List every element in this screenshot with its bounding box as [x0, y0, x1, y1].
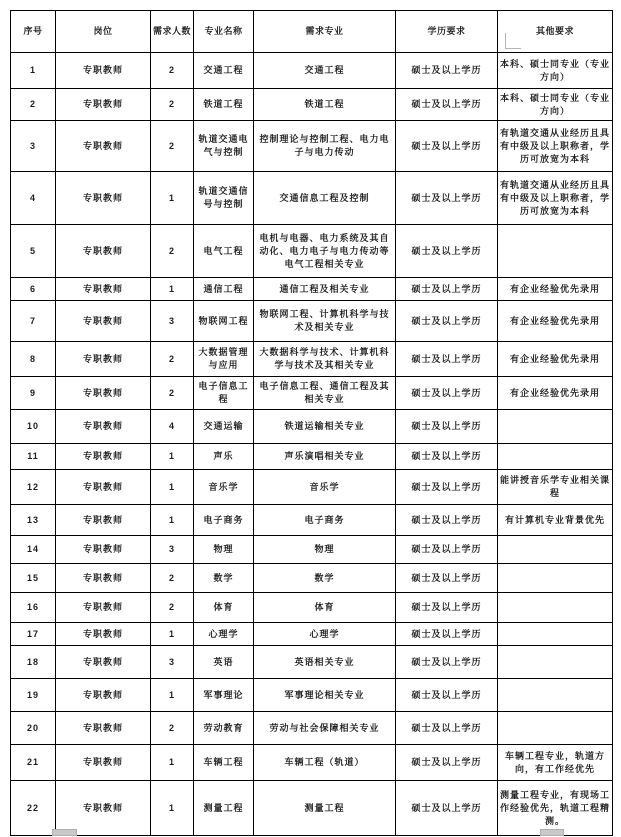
cell-index: 20	[11, 712, 56, 745]
cell-major_name: 体育	[194, 593, 254, 623]
table-row	[11, 172, 613, 225]
cell-major_name: 电子信息工程	[194, 377, 254, 410]
cell-education: 硕士及以上学历	[396, 745, 498, 781]
cell-major_name: 测量工程	[194, 781, 254, 836]
cell-other: 有企业经验优先录用	[498, 301, 613, 342]
cell-other: 有企业经验优先录用	[498, 278, 613, 301]
table-row	[11, 342, 613, 377]
cell-position: 专职教师	[56, 89, 151, 121]
cell-major_name: 心理学	[194, 623, 254, 646]
cell-education: 硕士及以上学历	[396, 172, 498, 225]
cell-count: 4	[151, 410, 194, 444]
cell-major_name: 通信工程	[194, 278, 254, 301]
cell-other: 有轨道交通从业经历且具有中级及以上职称者，学历可放宽为本科	[498, 121, 613, 172]
cell-education: 硕士及以上学历	[396, 377, 498, 410]
cell-position: 专职教师	[56, 623, 151, 646]
cell-required_major: 测量工程	[254, 781, 396, 836]
cell-education: 硕士及以上学历	[396, 410, 498, 444]
cell-count: 1	[151, 278, 194, 301]
cell-required_major: 音乐学	[254, 470, 396, 505]
column-header-required_major: 需求专业	[254, 11, 396, 53]
cell-major_name: 声乐	[194, 444, 254, 470]
cell-other: 有企业经验优先录用	[498, 377, 613, 410]
cell-education: 硕士及以上学历	[396, 712, 498, 745]
cell-count: 2	[151, 225, 194, 278]
cell-position: 专职教师	[56, 745, 151, 781]
cell-education: 硕士及以上学历	[396, 781, 498, 836]
cell-other	[498, 593, 613, 623]
cell-index: 19	[11, 679, 56, 712]
cell-position: 专职教师	[56, 781, 151, 836]
cell-education: 硕士及以上学历	[396, 53, 498, 89]
cell-index: 13	[11, 505, 56, 536]
cell-other	[498, 646, 613, 679]
cell-required_major: 物联网工程、计算机科学与技术及相关专业	[254, 301, 396, 342]
cell-required_major: 英语相关专业	[254, 646, 396, 679]
cell-required_major: 通信工程及相关专业	[254, 278, 396, 301]
cell-count: 2	[151, 53, 194, 89]
cell-other	[498, 410, 613, 444]
table-row	[11, 301, 613, 342]
cell-count: 2	[151, 712, 194, 745]
cell-count: 3	[151, 536, 194, 564]
cell-required_major: 控制理论与控制工程、电力电子与电力传动	[254, 121, 396, 172]
cell-other	[498, 712, 613, 745]
cell-education: 硕士及以上学历	[396, 505, 498, 536]
cell-index: 14	[11, 536, 56, 564]
table-header-row	[11, 11, 613, 53]
table-row	[11, 712, 613, 745]
cell-education: 硕士及以上学历	[396, 593, 498, 623]
cell-index: 21	[11, 745, 56, 781]
table-row	[11, 623, 613, 646]
cell-index: 17	[11, 623, 56, 646]
cell-other	[498, 536, 613, 564]
cell-required_major: 数学	[254, 564, 396, 593]
cell-education: 硕士及以上学历	[396, 646, 498, 679]
cell-position: 专职教师	[56, 470, 151, 505]
cell-other: 有轨道交通从业经历且具有中级及以上职称者，学历可放宽为本科	[498, 172, 613, 225]
cell-major_name: 电子商务	[194, 505, 254, 536]
cell-other: 有企业经验优先录用	[498, 342, 613, 377]
cell-index: 4	[11, 172, 56, 225]
cell-index: 15	[11, 564, 56, 593]
cell-major_name: 英语	[194, 646, 254, 679]
column-header-index: 序号	[11, 11, 56, 53]
cell-index: 18	[11, 646, 56, 679]
cell-education: 硕士及以上学历	[396, 301, 498, 342]
cell-position: 专职教师	[56, 172, 151, 225]
cell-count: 1	[151, 745, 194, 781]
table-row	[11, 646, 613, 679]
cell-major_name: 交通运输	[194, 410, 254, 444]
cell-index: 22	[11, 781, 56, 836]
cell-education: 硕士及以上学历	[396, 470, 498, 505]
cell-major_name: 车辆工程	[194, 745, 254, 781]
cell-education: 硕士及以上学历	[396, 278, 498, 301]
cell-other: 能讲授音乐学专业相关课程	[498, 470, 613, 505]
cell-position: 专职教师	[56, 278, 151, 301]
cell-other: 车辆工程专业，轨道方向，有工作经优先	[498, 745, 613, 781]
table-row	[11, 89, 613, 121]
cell-position: 专职教师	[56, 712, 151, 745]
column-header-education: 学历要求	[396, 11, 498, 53]
cell-count: 2	[151, 342, 194, 377]
cell-count: 2	[151, 121, 194, 172]
cell-other	[498, 564, 613, 593]
cell-required_major: 声乐演唱相关专业	[254, 444, 396, 470]
table-row	[11, 377, 613, 410]
table-row	[11, 593, 613, 623]
column-header-position: 岗位	[56, 11, 151, 53]
cell-index: 12	[11, 470, 56, 505]
column-header-count: 需求人数	[151, 11, 194, 53]
cell-education: 硕士及以上学历	[396, 444, 498, 470]
cell-required_major: 电子商务	[254, 505, 396, 536]
cell-major_name: 大数据管理与应用	[194, 342, 254, 377]
table-row	[11, 679, 613, 712]
cell-position: 专职教师	[56, 410, 151, 444]
table-row	[11, 53, 613, 89]
table-row	[11, 225, 613, 278]
cell-major_name: 轨道交通信号与控制	[194, 172, 254, 225]
cell-major_name: 交通工程	[194, 53, 254, 89]
cell-index: 9	[11, 377, 56, 410]
cell-index: 11	[11, 444, 56, 470]
cell-major_name: 铁道工程	[194, 89, 254, 121]
table-row	[11, 536, 613, 564]
cell-education: 硕士及以上学历	[396, 342, 498, 377]
cell-education: 硕士及以上学历	[396, 564, 498, 593]
cell-education: 硕士及以上学历	[396, 121, 498, 172]
cell-index: 16	[11, 593, 56, 623]
cell-education: 硕士及以上学历	[396, 225, 498, 278]
cell-index: 10	[11, 410, 56, 444]
cell-position: 专职教师	[56, 342, 151, 377]
table-row	[11, 410, 613, 444]
cell-required_major: 铁道工程	[254, 89, 396, 121]
cell-count: 1	[151, 470, 194, 505]
cell-education: 硕士及以上学历	[396, 623, 498, 646]
cell-required_major: 车辆工程（轨道）	[254, 745, 396, 781]
cell-position: 专职教师	[56, 646, 151, 679]
cell-required_major: 物理	[254, 536, 396, 564]
cell-major_name: 音乐学	[194, 470, 254, 505]
table-row	[11, 505, 613, 536]
cell-major_name: 数学	[194, 564, 254, 593]
cell-count: 2	[151, 564, 194, 593]
cell-position: 专职教师	[56, 444, 151, 470]
cell-index: 3	[11, 121, 56, 172]
cell-education: 硕士及以上学历	[396, 89, 498, 121]
column-header-other: 其他要求	[498, 11, 613, 53]
cell-major_name: 电气工程	[194, 225, 254, 278]
cell-position: 专职教师	[56, 301, 151, 342]
cell-index: 7	[11, 301, 56, 342]
cell-other	[498, 444, 613, 470]
cell-count: 1	[151, 623, 194, 646]
cell-major_name: 物理	[194, 536, 254, 564]
table-row	[11, 781, 613, 836]
cell-major_name: 军事理论	[194, 679, 254, 712]
cell-count: 1	[151, 781, 194, 836]
cell-position: 专职教师	[56, 536, 151, 564]
cell-education: 硕士及以上学历	[396, 679, 498, 712]
cell-required_major: 体育	[254, 593, 396, 623]
cell-required_major: 交通信息工程及控制	[254, 172, 396, 225]
cell-position: 专职教师	[56, 593, 151, 623]
cell-count: 2	[151, 89, 194, 121]
table-body	[11, 53, 613, 836]
cell-other: 本科、硕士同专业（专业方向）	[498, 53, 613, 89]
cell-count: 1	[151, 444, 194, 470]
cell-index: 5	[11, 225, 56, 278]
cell-required_major: 电子信息工程、通信工程及其相关专业	[254, 377, 396, 410]
table-row	[11, 121, 613, 172]
cell-required_major: 交通工程	[254, 53, 396, 89]
cell-major_name: 轨道交通电气与控制	[194, 121, 254, 172]
table-row	[11, 444, 613, 470]
cell-required_major: 大数据科学与技术、计算机科学与技术及其相关专业	[254, 342, 396, 377]
cell-other: 测量工程专业，有现场工作经验优先，轨道工程精测。	[498, 781, 613, 836]
cell-count: 2	[151, 593, 194, 623]
cell-required_major: 电机与电器、电力系统及其自动化、电力电子与电力传动等电气工程相关专业	[254, 225, 396, 278]
cell-count: 1	[151, 172, 194, 225]
cell-position: 专职教师	[56, 121, 151, 172]
cell-count: 3	[151, 646, 194, 679]
cell-position: 专职教师	[56, 377, 151, 410]
cell-position: 专职教师	[56, 225, 151, 278]
cell-required_major: 军事理论相关专业	[254, 679, 396, 712]
cell-other: 有计算机专业背景优先	[498, 505, 613, 536]
cell-index: 2	[11, 89, 56, 121]
cell-required_major: 铁道运输相关专业	[254, 410, 396, 444]
cell-position: 专职教师	[56, 564, 151, 593]
table-handle-artifact-right	[540, 829, 564, 836]
cell-position: 专职教师	[56, 679, 151, 712]
cell-count: 1	[151, 505, 194, 536]
table-row	[11, 470, 613, 505]
cell-position: 专职教师	[56, 53, 151, 89]
cell-major_name: 物联网工程	[194, 301, 254, 342]
cell-required_major: 劳动与社会保障相关专业	[254, 712, 396, 745]
column-header-major_name: 专业名称	[194, 11, 254, 53]
cell-index: 8	[11, 342, 56, 377]
cell-index: 6	[11, 278, 56, 301]
recruitment-table	[10, 10, 613, 836]
cell-required_major: 心理学	[254, 623, 396, 646]
cell-count: 1	[151, 679, 194, 712]
table-row	[11, 564, 613, 593]
cell-other: 本科、硕士同专业（专业方向）	[498, 89, 613, 121]
table-handle-artifact-left	[52, 829, 77, 836]
cell-index: 1	[11, 53, 56, 89]
cell-count: 3	[151, 301, 194, 342]
cell-other	[498, 225, 613, 278]
cell-position: 专职教师	[56, 505, 151, 536]
table-row	[11, 278, 613, 301]
cell-education: 硕士及以上学历	[396, 536, 498, 564]
cell-other	[498, 623, 613, 646]
cell-other	[498, 679, 613, 712]
cell-count: 2	[151, 377, 194, 410]
table-row	[11, 745, 613, 781]
cell-major_name: 劳动教育	[194, 712, 254, 745]
